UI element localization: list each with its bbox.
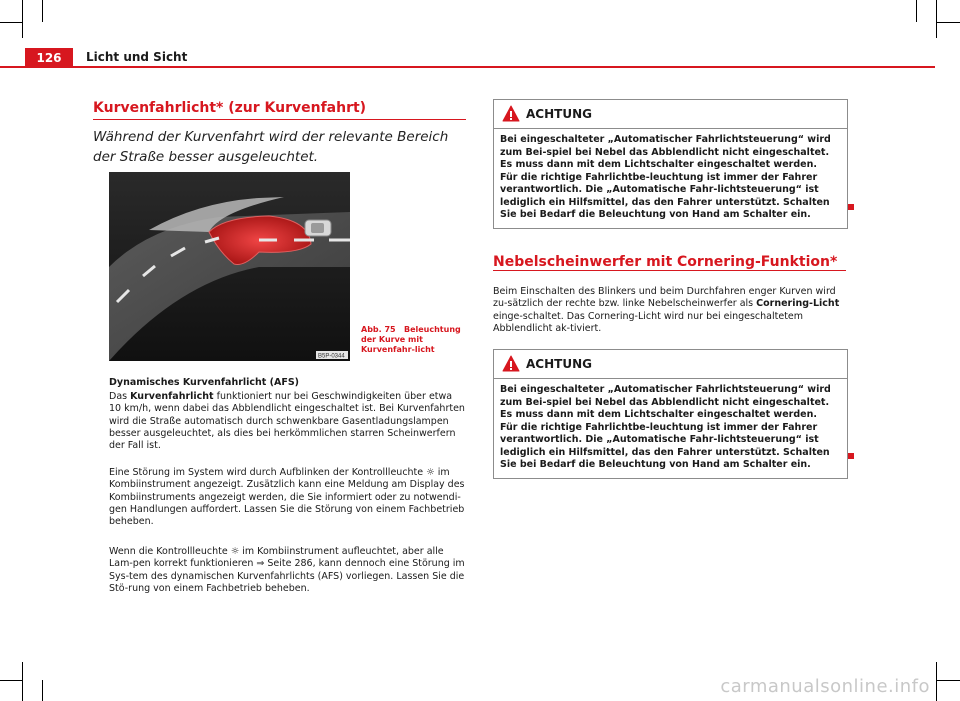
crop-mark [22,662,23,701]
warning-title: ACHTUNG [526,107,592,121]
text-run: funktioniert nur bei Geschwindigkeiten über etwa 10 km/h, wenn dabei das Abblendlicht eingeschaltet ist. Bei Kurvenfahrten wird die Straße automatisch durch schwenkbare Gasentladungslampen besser ausgeleuchtet, als dies bei herkömmlichen starren Scheinwerfern der Fall ist. [109,391,465,452]
paragraph-kontrollleuchte [109,546,466,595]
crop-mark [0,22,22,23]
term-kurvenfahrlicht: Kurvenfahrlicht [130,391,214,402]
text-run: im Kombiinstrument angezeigt. Zusätzlich kann eine Meldung am Display des Kombiinstruments angezeigt werden, die Sie informiert oder zu notwendi-gen Handlungen auffordert. Lassen Sie die Störung von einem Fachbetrieb beheben. [109,467,465,528]
chapter-title: Licht und Sicht [86,50,188,64]
crop-mark [916,0,917,22]
page-number: 126 [25,48,73,68]
warning-box-1 [493,99,848,229]
warning-title: ACHTUNG [526,357,592,371]
figure-caption-text: Beleuchtung der Kurve mit Kurvenfahr-licht [361,325,461,354]
text-run: Eine Störung im System wird durch Aufblinken der Kontrollleuchte [109,467,427,478]
figure-caption-label: Abb. 75 [361,325,396,334]
crop-mark [42,680,43,701]
watermark: carmanualsonline.info [720,676,930,697]
figure-code: B5P-0344 [318,353,345,360]
crop-mark [42,0,43,22]
warning-header [494,350,847,379]
crop-mark [0,680,22,681]
section-title-kurvenfahrlicht: Kurvenfahrlicht* (zur Kurvenfahrt) [93,100,367,116]
warning-text: Bei eingeschalteter „Automatischer Fahrlichtsteuerung“ wird zum Bei-spiel bei Nebel das Abblendlicht nicht eingeschaltet. Es muss dann mit dem Lichtschalter eingeschaltet werden. Für die richtige Fahrlichtbe-leuchtung ist immer der Fahrer verantwortlich. Die „Automatische Fahr-lichtsteuerung“ ist lediglich ein Hilfsmittel, das den Fahrer unterstützt. Schalten Sie bei Bedarf die Beleuchtung von Hand am Schalter ein. [500,384,831,470]
crop-mark [936,0,937,38]
end-mark [848,453,854,459]
warning-triangle-icon [502,105,520,123]
text-run: Beim Einschalten des Blinkers und beim Durchfahren enger Kurven wird zu-sätzlich der rechte bzw. linke Nebelscheinwerfer als [493,286,836,310]
text-run: im Kombiinstrument aufleuchtet, aber alle Lam-pen korrekt funktionieren ⇒ Seite 286, kann dennoch eine Störung im Sys-tem des dynamischen Kurvenfahrlichts (AFS) vorliegen. Lassen Sie die Stö-rung von einem Fachbetrieb beheben. [109,546,465,594]
crop-mark [22,0,23,38]
end-mark [848,204,854,210]
warning-header [494,100,847,129]
warning-triangle-icon [502,355,520,373]
text-run: Wenn die Kontrollleuchte [109,546,231,557]
text-run: einge-schaltet. Das Cornering-Licht wird nur bei eingeschaltetem Abblendlicht ak-tiviert. [493,310,804,334]
figure-curve-illustration [109,172,350,361]
crop-mark [936,22,960,23]
paragraph-cornering [493,286,845,335]
figure-caption [361,325,471,355]
warning-lamp-icon: ☼ [230,546,240,557]
section-rule [493,270,846,271]
paragraph-stoerung [109,467,466,528]
crop-mark [936,680,960,681]
crop-mark [936,662,937,701]
warning-text: Bei eingeschalteter „Automatischer Fahrlichtsteuerung“ wird zum Bei-spiel bei Nebel das Abblendlicht nicht eingeschaltet. Es muss dann mit dem Lichtschalter eingeschaltet werden. Für die richtige Fahrlichtbe-leuchtung ist immer der Fahrer verantwortlich. Die „Automatische Fahr-lichtsteuerung“ ist lediglich ein Hilfsmittel, das den Fahrer unterstützt. Schalten Sie bei Bedarf die Beleuchtung von Hand am Schalter ein. [500,134,831,220]
section-rule [93,119,466,120]
term-cornering-licht: Cornering-Licht [756,298,840,310]
curve-illustration [109,172,350,361]
warning-box-2 [493,349,848,479]
paragraph-kurvenfahrlicht [109,391,466,452]
section-title-nebelscheinwerfer: Nebelscheinwerfer mit Cornering-Funktion* [493,254,838,270]
section-intro: Während der Kurvenfahrt wird der relevante Bereich der Straße besser ausgeleuchtet. [93,129,449,165]
text-run: Das [109,391,131,402]
subheading-afs: Dynamisches Kurvenfahrlicht (AFS) [109,377,300,388]
warning-lamp-icon: ☼ [426,467,435,478]
